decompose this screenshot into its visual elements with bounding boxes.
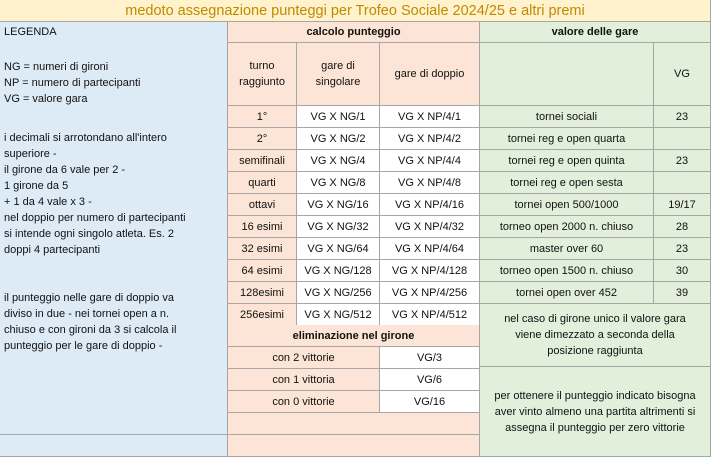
legend-line: VG = valore gara <box>4 93 88 105</box>
legend-line: nel doppio per numero di partecipanti <box>4 212 186 224</box>
doppio-cell: VG X NP/4/1 <box>380 106 480 128</box>
valore-header-blank <box>480 43 654 106</box>
elim-label-cell: con 1 vittoria <box>228 369 380 391</box>
col-singolare-header: gare di singolare <box>297 43 380 106</box>
turno-cell: 2° <box>228 128 297 150</box>
turno-cell: 16 esimi <box>228 216 297 238</box>
legend-line: 1 girone da 5 <box>4 180 69 192</box>
doppio-cell: VG X NP/4/32 <box>380 216 480 238</box>
legend-line: NG = numeri di gironi <box>4 61 109 73</box>
legend-line: i decimali si arrotondano all'intero <box>4 132 167 144</box>
doppio-cell: VG X NP/4/4 <box>380 150 480 172</box>
gara-cell: torneo open 1500 n. chiuso <box>480 260 654 282</box>
empty-cell <box>228 435 480 457</box>
singolare-cell: VG X NG/2 <box>297 128 380 150</box>
gara-cell: torneo open 2000 n. chiuso <box>480 216 654 238</box>
gara-cell: tornei reg e open quarta <box>480 128 654 150</box>
vg-cell: 23 <box>654 150 711 172</box>
valore-heading: valore delle gare <box>480 22 711 43</box>
col-vg-header: VG <box>654 43 711 106</box>
singolare-cell: VG X NG/512 <box>297 304 380 326</box>
doppio-cell: VG X NP/4/64 <box>380 238 480 260</box>
doppio-cell: VG X NP/4/512 <box>380 304 480 326</box>
vg-cell: 28 <box>654 216 711 238</box>
note-girone-unico: nel caso di girone unico il valore gara viene dimezzato a seconda della posizione raggiunta <box>480 304 711 367</box>
legend-line: il punteggio nelle gare di doppio va <box>4 292 175 304</box>
singolare-cell: VG X NG/32 <box>297 216 380 238</box>
elim-value-cell: VG/16 <box>380 391 480 413</box>
singolare-cell: VG X NG/8 <box>297 172 380 194</box>
turno-cell: 64 esimi <box>228 260 297 282</box>
singolare-cell: VG X NG/4 <box>297 150 380 172</box>
vg-cell: 19/17 <box>654 194 711 216</box>
singolare-cell: VG X NG/256 <box>297 282 380 304</box>
empty-cell <box>0 435 228 457</box>
vg-cell: 23 <box>654 238 711 260</box>
gara-cell: tornei open over 452 <box>480 282 654 304</box>
turno-cell: 256esimi <box>228 304 297 326</box>
gara-cell: tornei open 500/1000 <box>480 194 654 216</box>
legend-line: diviso in due - nei tornei open a n. <box>4 308 170 320</box>
doppio-cell: VG X NP/4/16 <box>380 194 480 216</box>
turno-cell: semifinali <box>228 150 297 172</box>
legend-line: doppi 4 partecipanti <box>4 244 101 256</box>
col-turno-header: turno raggiunto <box>228 43 297 106</box>
empty-cell <box>0 413 228 435</box>
elim-value-cell: VG/3 <box>380 347 480 369</box>
elim-heading: eliminazione nel girone <box>228 325 480 347</box>
turno-cell: 1° <box>228 106 297 128</box>
legend-line: si intende ogni singolo atleta. Es. 2 <box>4 228 175 240</box>
legend-line: chiuso e con gironi da 3 si calcola il <box>4 324 177 336</box>
doppio-cell: VG X NP/4/256 <box>380 282 480 304</box>
empty-cell <box>228 413 480 435</box>
legend-line: il girone da 6 vale per 2 - <box>4 164 126 176</box>
calc-heading: calcolo punteggio <box>228 22 480 43</box>
singolare-cell: VG X NG/16 <box>297 194 380 216</box>
gara-cell: tornei sociali <box>480 106 654 128</box>
legend-line: NP = numero di partecipanti <box>4 77 141 89</box>
singolare-cell: VG X NG/64 <box>297 238 380 260</box>
note-vittorie: per ottenere il punteggio indicato bisogna aver vinto almeno una partita altrimenti si assegna il punteggio per zero vittorie <box>480 367 711 457</box>
vg-cell: 30 <box>654 260 711 282</box>
vg-cell: 23 <box>654 106 711 128</box>
elim-value-cell: VG/6 <box>380 369 480 391</box>
vg-cell <box>654 128 711 150</box>
vg-cell: 39 <box>654 282 711 304</box>
singolare-cell: VG X NG/128 <box>297 260 380 282</box>
legend-line: superiore - <box>4 148 57 160</box>
elim-label-cell: con 2 vittorie <box>228 347 380 369</box>
doppio-cell: VG X NP/4/128 <box>380 260 480 282</box>
legend-line: punteggio per le gare di doppio - <box>4 340 163 352</box>
turno-cell: 128esimi <box>228 282 297 304</box>
elim-label-cell: con 0 vittorie <box>228 391 380 413</box>
singolare-cell: VG X NG/1 <box>297 106 380 128</box>
doppio-cell: VG X NP/4/2 <box>380 128 480 150</box>
gara-cell: tornei reg e open sesta <box>480 172 654 194</box>
legend-line: + 1 da 4 vale x 3 - <box>4 196 92 208</box>
turno-cell: 32 esimi <box>228 238 297 260</box>
gara-cell: tornei reg e open quinta <box>480 150 654 172</box>
turno-cell: quarti <box>228 172 297 194</box>
legend-panel <box>0 22 228 457</box>
legend-heading: LEGENDA <box>4 26 57 38</box>
vg-cell <box>654 172 711 194</box>
col-doppio-header: gare di doppio <box>380 43 480 106</box>
sheet-title: medoto assegnazione punteggi per Trofeo Sociale 2024/25 e altri premi <box>0 0 711 22</box>
turno-cell: ottavi <box>228 194 297 216</box>
doppio-cell: VG X NP/4/8 <box>380 172 480 194</box>
gara-cell: master over 60 <box>480 238 654 260</box>
